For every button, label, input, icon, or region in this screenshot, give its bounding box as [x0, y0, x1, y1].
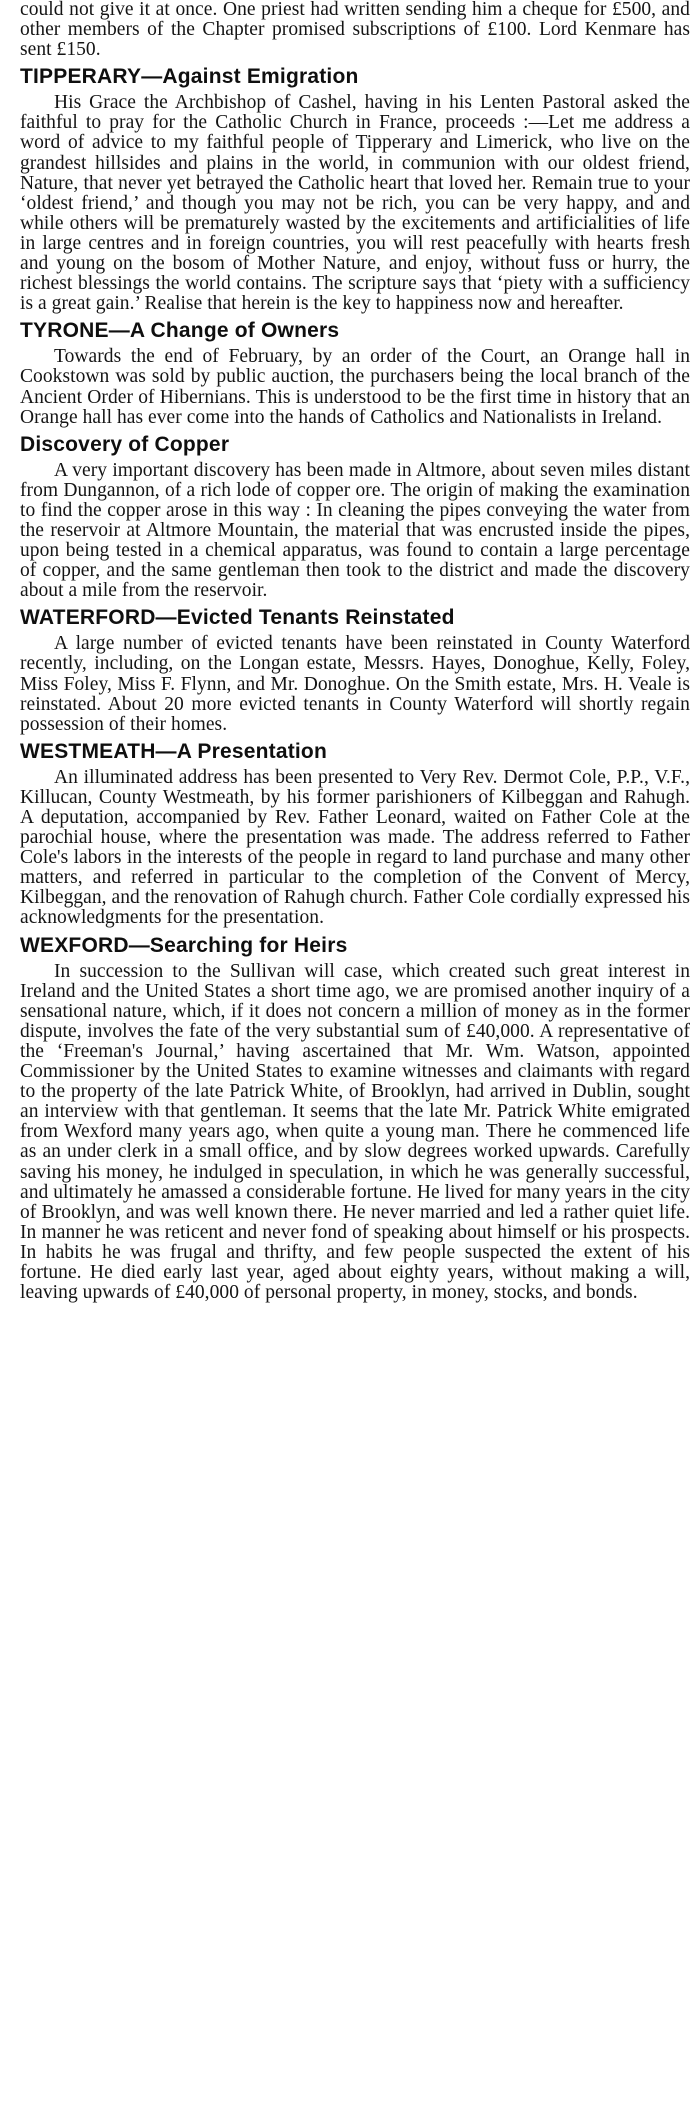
- section-wexford: [20, 934, 690, 1304]
- section-paragraph: Towards the end of February, by an order of the Court, an Orange hall in Cookstown was sold by public auction, the purchasers being the local branch of the Ancient Order of Hibernians. This is understood to be the first time in history that an Orange hall has ever come into the hands of Catholics and Nationalists in Ireland.: [20, 346, 690, 428]
- section-heading: WESTMEATH—A Presentation: [20, 739, 327, 763]
- section-tyrone: [20, 319, 690, 427]
- section-heading: TYRONE—A Change of Owners: [20, 319, 340, 343]
- section-paragraph: An illuminated address has been presented to Very Rev. Dermot Cole, P.P., V.F., Killucan, County Westmeath, by his former parishioners of Kilbeggan and Rahugh. A deputation, accompanied by Rev. Father Leonard, waited on Father Cole at the parochial house, where the presentation was made. The address referred to Father Cole's labors in the interests of the people in regard to land purchase and many other matters, and referred in particular to the completion of the Convent of Mercy, Kilbeggan, and the renovation of Rahugh church. Father Cole cordially expressed his acknowledgments for the presentation.: [20, 766, 690, 929]
- section-heading: WATERFORD—Evicted Tenants Reinstated: [20, 606, 455, 630]
- section-paragraph: A very important discovery has been made in Altmore, about seven miles distant from Dungannon, of a rich lode of copper ore. The origin of making the examination to find the copper arose in this way : In cleaning the pipes conveying the water from the reservoir at Altmore Mountain, the material that was encrusted inside the pipes, upon being tested in a chemical apparatus, was found to contain a large percentage of copper, and the same gentleman then took to the district and made the discovery about a mile from the reservoir.: [20, 459, 690, 602]
- section-heading: Discovery of Copper: [20, 432, 230, 456]
- section-copper: [20, 433, 690, 602]
- section-tipperary: [20, 65, 690, 314]
- section-westmeath: [20, 740, 690, 929]
- section-paragraph: In succession to the Sullivan will case, which created such great interest in Ireland and the United States a short time ago, we are promised another inquiry of a sensational nature, which, if it does not concern a million of money as in the former dispute, involves the fate of the very substantial sum of £40,000. A representative of the ‘Freeman's Journal,’ having ascertained that Mr. Wm. Watson, appointed Commissioner by the United States to examine witnesses and claimants with regard to the property of the late Patrick White, of Brooklyn, had arrived in Dublin, sought an interview with that gentleman. It seems that the late Mr. Patrick White emigrated from Wexford many years ago, when quite a young man. There he commenced life as an under clerk in a small office, and by slow degrees worked upwards. Carefully saving his money, he indulged in speculation, in which he was generally successful, and ultimately he amassed a considerable fortune. He lived for many years in the city of Brooklyn, and was well known there. He never married and led a rather quiet life. In manner he was reticent and never fond of speaking about himself or his prospects. In habits he was frugal and thrifty, and few people suspected the extent of his fortune. He died early last year, aged about eighty years, without making a will, leaving upwards of £40,000 of personal property, in money, stocks, and bonds.: [20, 960, 690, 1304]
- section-paragraph: A large number of evicted tenants have been reinstated in County Waterford recently, including, on the Longan estate, Messrs. Hayes, Donoghue, Kelly, Foley, Miss Foley, Miss F. Flynn, and Mr. Donoghue. On the Smith estate, Mrs. H. Veale is reinstated. About 20 more evicted tenants in County Waterford will shortly regain possession of their homes.: [20, 633, 690, 735]
- section-heading: WEXFORD—Searching for Heirs: [20, 933, 348, 957]
- section-heading: TIPPERARY—Against Emigration: [20, 65, 359, 89]
- section-paragraph: His Grace the Archbishop of Cashel, having in his Lenten Pastoral asked the faithful to pray for the Catholic Church in France, proceeds :—Let me address a word of advice to my faithful people of Tipperary and Limerick, who live on the grandest hillsides and plains in the world, in communion with our oldest friend, Nature, that never yet betrayed the Catholic heart that loved her. Remain true to your ‘oldest friend,’ and though you may not be rich, you can be very happy, and and while others will be prematurely wasted by the excitements and artificialities of life in large centres and in foreign countries, you will rest peacefully with hearts fresh and young on the bosom of Mother Nature, and enjoy, without fuss or hurry, the richest blessings the world contains. The scripture says that ‘piety with a sufficiency is a great gain.’ Realise that herein is the key to happiness now and hereafter.: [20, 92, 690, 315]
- intro-paragraph: could not give it at once. One priest had written sending him a cheque for £500, and other members of the Chapter promised subscriptions of £100. Lord Kenmare has sent £150.: [20, 0, 690, 61]
- section-waterford: [20, 606, 690, 734]
